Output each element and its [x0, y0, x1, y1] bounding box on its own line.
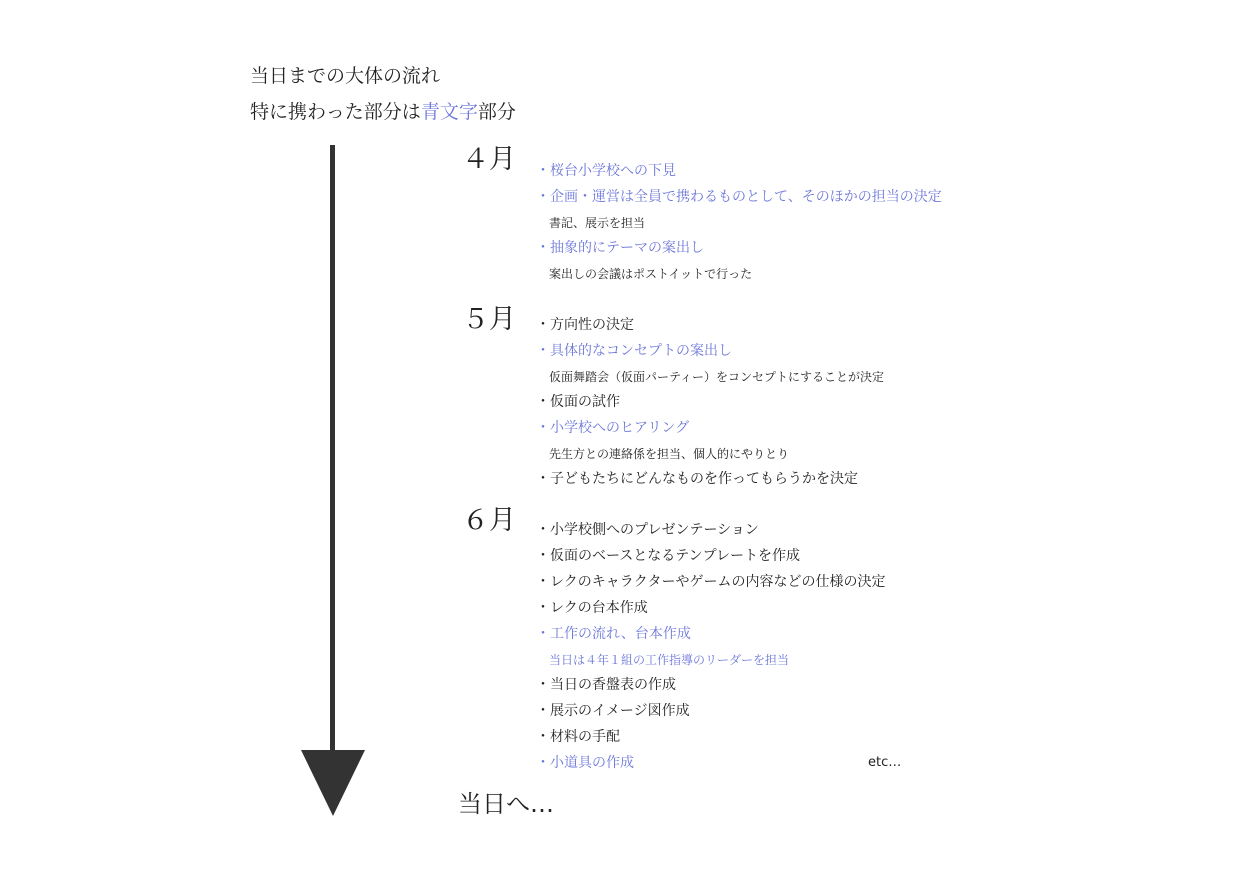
list-item: ・桜台小学校への下見 [536, 163, 676, 179]
month-may-label: ５月 [462, 304, 516, 335]
etc-note: etc… [868, 755, 902, 770]
list-item: ・レクのキャラクターやゲームの内容などの仕様の決定 [536, 574, 886, 590]
timeline-arrow-head-icon [301, 750, 365, 816]
header-note-highlight: 青文字 [420, 101, 478, 123]
list-item: ・当日の香盤表の作成 [536, 677, 676, 693]
list-item: ・企画・運営は全員で携わるものとして、そのほかの担当の決定 [536, 189, 942, 205]
list-item-note: 仮面舞踏会（仮面パーティー）をコンセプトにすることが決定 [549, 370, 885, 384]
list-item: ・仮面のベースとなるテンプレートを作成 [536, 548, 801, 564]
month-april-label: ４月 [462, 144, 516, 175]
list-item: ・方向性の決定 [536, 317, 634, 333]
list-item: ・展示のイメージ図作成 [536, 703, 690, 719]
list-item: ・レクの台本作成 [536, 600, 648, 616]
header-note [250, 94, 516, 130]
list-item: ・小道具の作成 [536, 755, 634, 771]
list-item-note: 先生方との連絡係を担当、個人的にやりとり [549, 447, 790, 461]
header-title: 当日までの大体の流れ [250, 65, 441, 87]
header-note-prefix: 特に携わった部分は [250, 101, 421, 123]
list-item: ・子どもたちにどんなものを作ってもらうかを決定 [536, 471, 858, 487]
list-item: ・材料の手配 [536, 729, 620, 745]
list-item: ・抽象的にテーマの案出し [536, 240, 704, 256]
page-header [250, 58, 516, 130]
list-item: ・小学校側へのプレゼンテーション [536, 522, 759, 538]
list-item: ・具体的なコンセプトの案出し [536, 343, 732, 359]
header-note-suffix: 部分 [477, 101, 516, 123]
list-item: ・工作の流れ、台本作成 [536, 626, 691, 642]
list-item-note: 書記、展示を担当 [549, 216, 646, 230]
list-item: ・小学校へのヒアリング [536, 420, 690, 436]
timeline-arrow-shaft [330, 145, 335, 757]
list-item-note: 当日は４年１組の工作指導のリーダーを担当 [549, 653, 790, 667]
list-item: ・仮面の試作 [536, 394, 620, 410]
final-day-label: 当日へ… [458, 790, 554, 818]
list-item-note: 案出しの会議はポストイットで行った [549, 267, 753, 281]
month-june-label: ６月 [462, 505, 516, 536]
